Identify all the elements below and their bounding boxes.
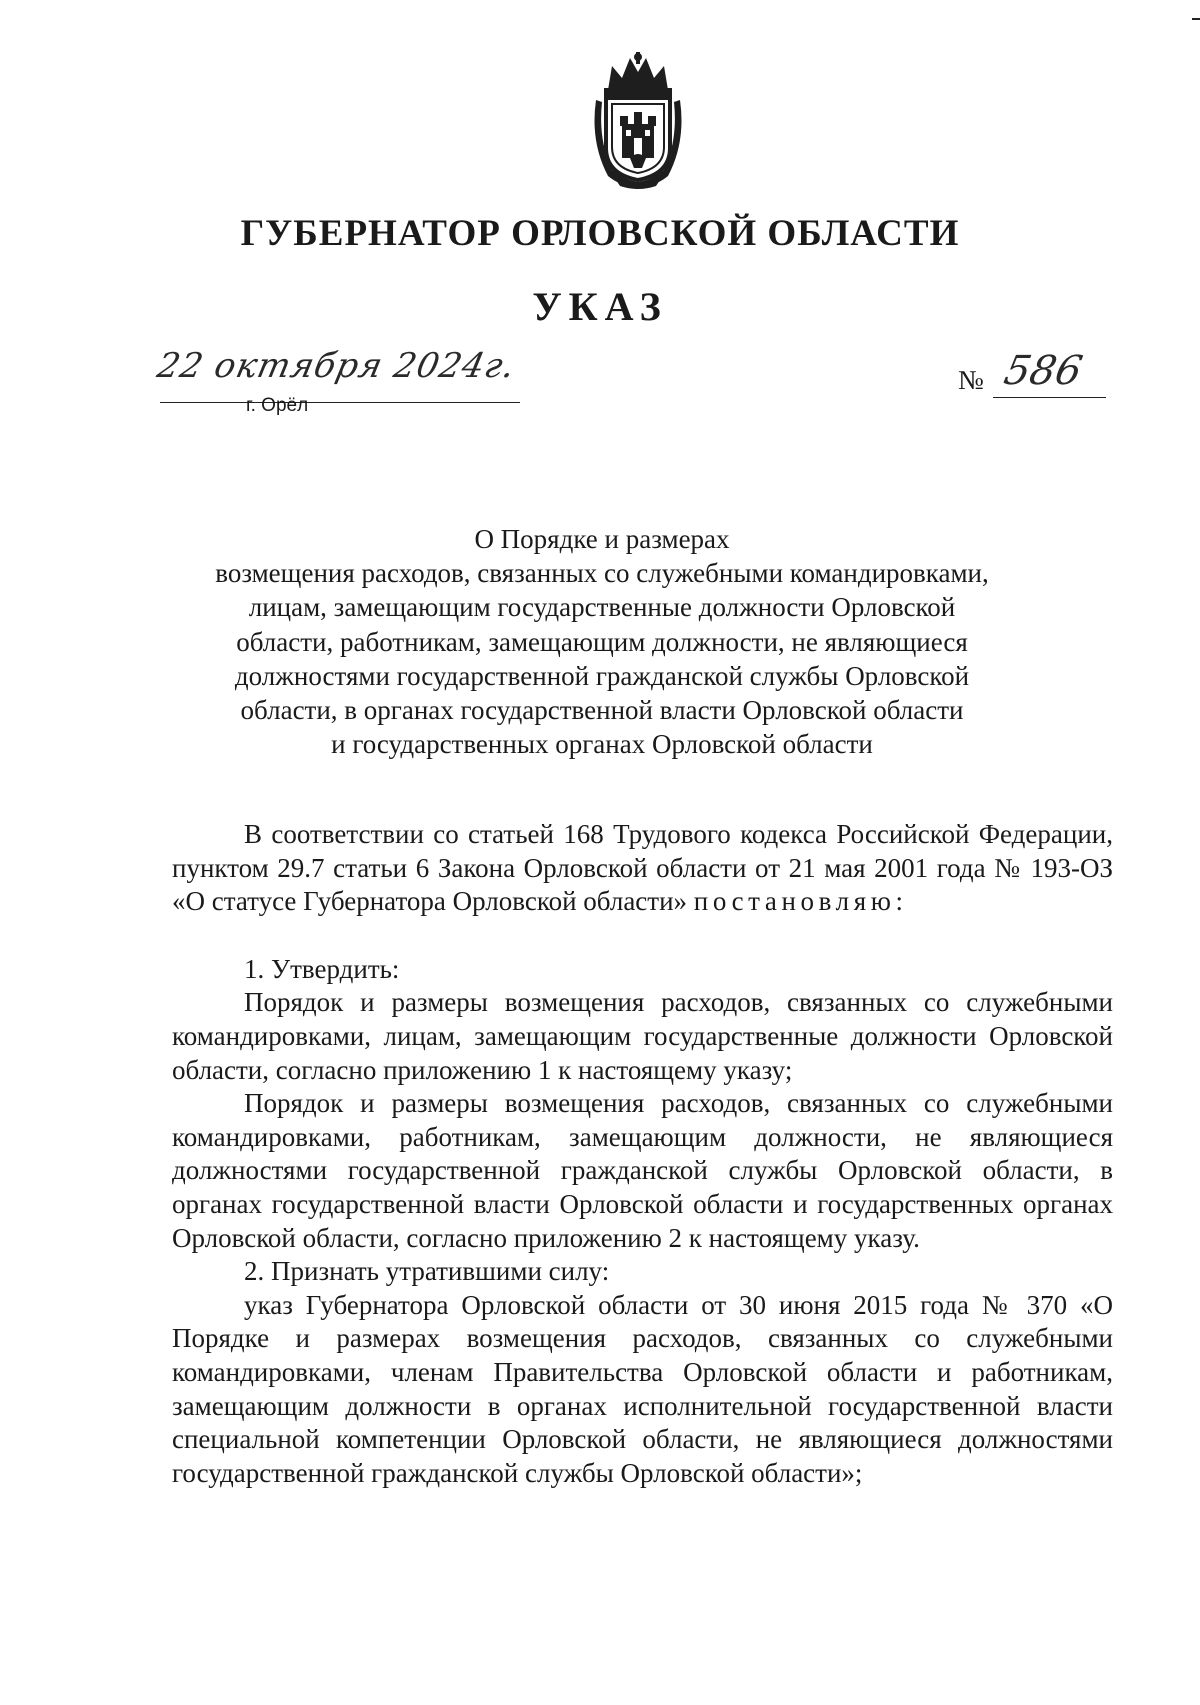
issuing-authority: ГУБЕРНАТОР ОРЛОВСКОЙ ОБЛАСТИ [240, 213, 960, 254]
preamble-text: В соответствии со статьей 168 Трудового кодекса Российской Федерации, пунктом 29.7 статьи 6 Закона Орловской области от 21 мая 2001 года № 193-ОЗ «О статусе Губернатора Орловской области» [172, 819, 1113, 917]
title-line: возмещения расходов, связанных со служебными командировками, [215, 558, 989, 589]
document-title [172, 522, 1032, 761]
preamble-paragraph [172, 818, 1113, 919]
handwritten-number: 586 [1000, 348, 1087, 394]
document-type: УКАЗ [532, 284, 668, 329]
item1-heading: 1. Утвердить: [244, 953, 400, 984]
coat-of-arms-emblem [590, 52, 686, 190]
item2-heading: 2. Признать утратившими силу: [244, 1256, 610, 1287]
title-line: области, в органах государственной власти Орловской области [240, 695, 964, 726]
number-label: № [958, 365, 984, 395]
title-line: лицам, замещающим государственные должности Орловской [248, 592, 956, 623]
handwritten-date: 22 октября 2024г. [153, 346, 520, 386]
title-line: О Порядке и размерах [474, 524, 730, 554]
city-label: г. Орёл [246, 395, 309, 416]
item2-paragraph-1: указ Губернатора Орловской области от 30 июня 2015 года № 370 «О Порядке и размерах возмещения расходов, связанных со служебными командировками, членам Правительства Орловской области и работникам, замещающим должности в органах исполнительной государственной власти специальной компетенции Орловской области, не являющиеся должностями государственной гражданской службы Орловской области»; [172, 1289, 1113, 1488]
item1-paragraph-1: Порядок и размеры возмещения расходов, связанных со служебными командировками, лицам, замещающим государственные должности Орловской области, согласно приложению 1 к настоящему указу; [172, 987, 1113, 1085]
title-line: области, работникам, замещающим должности, не являющиеся [236, 626, 968, 657]
title-line: и государственных органах Орловской области [331, 729, 873, 760]
item1-paragraph-2: Порядок и размеры возмещения расходов, связанных со служебными командировками, работникам, замещающим должности, не являющиеся должностями государственной гражданской службы Орловской области, в органах государственной власти Орловской области и государственных органах Орловской области, согласно приложению 2 к настоящему указу. [172, 1088, 1113, 1253]
scan-edge-mark [1192, 18, 1200, 20]
decree-word: постановляю: [693, 886, 908, 917]
document-body [172, 818, 1113, 1490]
title-line: должностями государственной гражданской службы Орловской [234, 660, 970, 691]
